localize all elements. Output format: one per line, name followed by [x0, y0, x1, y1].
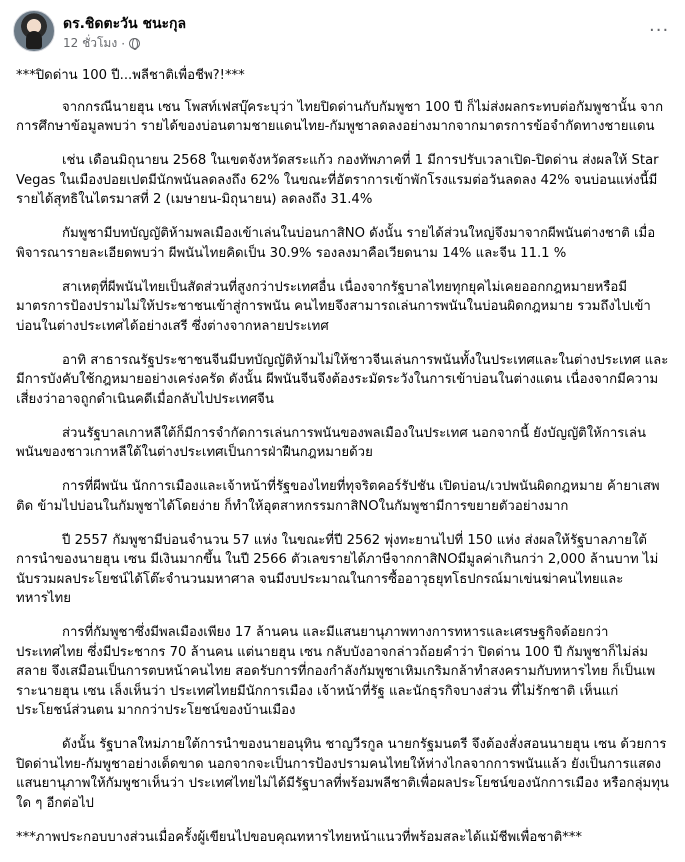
post-paragraph: การที่กัมพูชาซึ่งมีพลเมืองเพียง 17 ล้านคน และมีแสนยานุภาพทางการทหารและเศรษฐกิจด้อยกว่าประเทศไทย ซึ่งมีประชากร 70 ล้านคน แต่นายฮุน เซน กลับบังอาจกล่าวถ้อยคำว่า ปิดด่าน 100 ปี กัมพูชาก็ไม่ล่มสลาย จึงเสมือนเป็นการตบหน้าคนไทย สอดรับการที่กองกำลังกัมพูชาเหิมเกริมกล้าทำสงครามกับทหารไทย ก็เป็นเพราะนายฮุน เซน เล็งเห็นว่า ประเทศไทยมีนักการเมือง เจ้าหน้าที่รัฐ และนักธุรกิจบางส่วน ที่ไม่รักชาติ เห็นแก่ประโยชน์ส่วนตน มากกว่าประโยชน์ของบ้านเมือง — [16, 625, 656, 718]
globe-icon — [129, 38, 140, 49]
post-paragraph: ส่วนรัฐบาลเกาหลีใต้ก็มีการจำกัดการเล่นการพนันของพลเมืองในประเทศ นอกจากนี้ ยังบัญญัติให้การเล่นพนันของชาวเกาหลีใต้ในต่างประเทศเป็นการฝ่าฝืนกฎหมายด้วย — [16, 425, 646, 460]
post-body — [16, 66, 672, 862]
post-paragraph: เช่น เดือนมิถุนายน 2568 ในเขตจังหวัดสระแก้ว กองทัพภาคที่ 1 มีการปรับเวลาเปิด-ปิดด่าน ส่งผลให้ Star Vegas ในเมืองปอยเปตมีนักพนันลดลงถึง 62% ในขณะที่อัตราการเข้าพักโรงแรมต่อวันลดลง 42% จนบ่อนแห่งนี้มีรายได้สุทธิในไตรมาสที่ 2 (เมษายน-มิถุนายน) ลดลงถึง 31.4% — [16, 153, 659, 207]
post-paragraph: ปี 2557 กัมพูชามีบ่อนจำนวน 57 แห่ง ในขณะที่ปี 2562 พุ่งทะยานไปที่ 150 แห่ง ส่งผลให้รัฐบาลภายใต้การนำของนายฮุน เซน มีเงินมากขึ้น ในปี 2566 ตัวเลขรายได้ภาษีจากกาสิNOมีมูลค่าเกินกว่า 2,000 ล้านบาท ไม่นับรวมผลประโยชน์ได้โต๊ะจำนวนมหาศาล จนมีงบประมาณในการซื้ออาวุธยุทโธปกรณ์มาเข่นฆ่าคนไทยและทหารไทย — [16, 532, 659, 606]
post-header — [13, 10, 675, 58]
post-paragraph: กัมพูชามีบทบัญญัติห้ามพลเมืองเข้าเล่นในบ่อนกาสิNO ดังนั้น รายได้ส่วนใหญ่จึงมาจากผีพนันต่างชาติ เมื่อพิจารณารายละเอียดพบว่า ผีพนันไทยคิดเป็น 30.9% รองลงมาคือเวียดนาม 14% และจีน 11.1 % — [16, 226, 656, 261]
post-meta: 12 ชั่วโมง · — [63, 34, 140, 53]
author-name[interactable]: ดร.ชิดตะวัน ชนะกุล — [63, 16, 187, 32]
post-paragraph: ดังนั้น รัฐบาลใหม่ภายใต้การนำของนายอนุทิน ชาญวีรกูล นายกรัฐมนตรี จึงต้องสั่งสอนนายฮุน เซน ด้วยการปิดด่านไทย-กัมพูชาอย่างเด็ดขาด นอกจากจะเป็นการป้องปรามคนไทยให้ห่างไกลจากการพนันแล้ว ยังเป็นการแสดงแสนยานุภาพให้กัมพูชาเห็นว่า ประเทศไทยไม่ได้มีรัฐบาลที่พร้อมพลีชาติเพื่อผลประโยชน์ของนักการเมือง หรือกลุ่มทุนใด ๆ อีกต่อไป — [16, 737, 669, 811]
avatar-figure — [26, 31, 42, 49]
post-paragraph: จากกรณีนายฮุน เซน โพสท์เฟสบุ๊คระบุว่า ไทยปิดด่านกับกัมพูชา 100 ปี ก็ไม่ส่งผลกระทบต่อกัมพูชานั้น จากการศึกษาข้อมูลพบว่า รายได้ของบ่อนตามชายแดนไทย-กัมพูชาลดลงอย่างมากจากมาตรการข้อจำกัดทางชายแดน — [16, 99, 664, 134]
post-paragraph: การที่ผีพนัน นักการเมืองและเจ้าหน้าที่รัฐของไทยที่ทุจริตคอร์รัปชัน เปิดบ่อน/เวปพนันผิดกฎหมาย ค้ายาเสพติด ข้ามไปบ่อนในกัมพูชาได้โดยง่าย ก็ทำให้อุตสาหกรรมกาสิNOในกัมพูชามีการขยายตัวอย่างมาก — [16, 479, 660, 514]
post-title-line: ***ปิดด่าน 100 ปี...พลีชาติเพื่อชีพ?!*** — [16, 68, 245, 83]
post-paragraph: สาเหตุที่ผีพนันไทยเป็นสัดส่วนที่สูงกว่าประเทศอื่น เนื่องจากรัฐบาลไทยทุกยุคไม่เคยออกกฎหมายหรือมีมาตรการป้องปรามไม่ให้ประชาชนเข้าสู่การพนัน คนไทยจึงสามารถเล่นการพนันในบ่อนผิดกฎหมาย รวมถึงไปเข้าบ่อนในต่างประเทศได้อย่างเสรี ซึ่งต่างจากหลายประเทศ — [16, 279, 651, 334]
more-options-button[interactable]: ··· — [643, 16, 675, 44]
avatar[interactable] — [13, 10, 55, 52]
post-footer-line: ***ภาพประกอบบางส่วนเมื่อครั้งผู้เขียนไปขอบคุณทหารไทยหน้าแนวที่พร้อมสละได้แม้ชีพเพื่อชาติ*** — [16, 829, 582, 845]
post-timestamp[interactable]: 12 ชั่วโมง — [63, 36, 118, 50]
post-paragraph: อาทิ สาธารณรัฐประชาชนจีนมีบทบัญญัติห้ามไม่ให้ชาวจีนเล่นการพนันทั้งในประเทศและในต่างประเทศ และมีการบังคับใช้กฎหมายอย่างเคร่งครัด ดังนั้น ผีพนันจีนจึงต้องระมัดระวังในการเข้าบ่อนในต่างแดน เนื่องจากมีความเสี่ยงว่าอาจถูกดำเนินคดีเมื่อกลับไปประเทศจีน — [16, 352, 669, 407]
